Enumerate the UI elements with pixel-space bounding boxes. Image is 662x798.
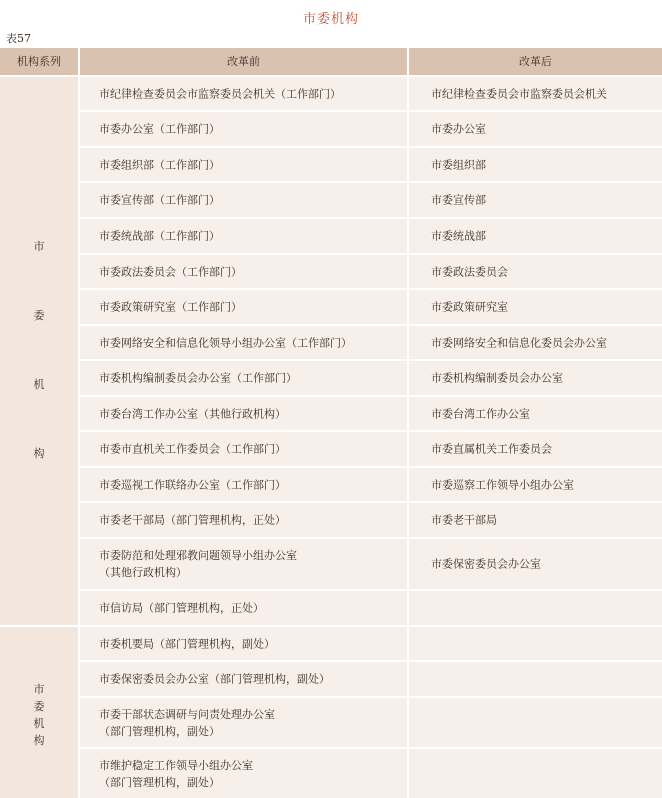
system-label-2-char-2: 委 <box>33 700 45 713</box>
row-6-before: 市委政法委员会（工作部门） <box>80 255 407 288</box>
row-2-after: 市委办公室 <box>409 112 662 146</box>
row-15-after <box>409 591 662 625</box>
row-6-after: 市委政法委员会 <box>409 255 662 288</box>
row-11-after: 市委直属机关工作委员会 <box>409 432 662 466</box>
row-2-before: 市委办公室（工作部门） <box>80 112 407 146</box>
row-4-before: 市委宣传部（工作部门） <box>80 183 407 217</box>
row-17-after <box>409 662 662 696</box>
row-1-before: 市纪律检查委员会市监察委员会机关（工作部门） <box>80 77 407 110</box>
row-14-before-line-2: （其他行政机构） <box>99 566 187 579</box>
row-5-after: 市委统战部 <box>409 219 662 253</box>
row-18-before-line-2: （部门管理机构，副处） <box>99 724 220 738</box>
system-label-2-char-1: 市 <box>33 683 45 696</box>
row-7-before: 市委政策研究室（工作部门） <box>80 290 407 324</box>
row-8-after: 市委网络安全和信息化委员会办公室 <box>409 326 662 359</box>
row-19-after <box>409 749 662 798</box>
row-15-before: 市信访局（部门管理机构，正处） <box>80 591 407 625</box>
row-10-before: 市委台湾工作办公室（其他行政机构） <box>80 397 407 430</box>
row-13-before: 市委老干部局（部门管理机构，正处） <box>80 503 407 537</box>
row-16-before: 市委机要局（部门管理机构，副处） <box>80 627 407 660</box>
row-8-before: 市委网络安全和信息化领导小组办公室（工作部门） <box>80 326 407 359</box>
row-18-after <box>409 698 662 747</box>
row-5-before: 市委统战部（工作部门） <box>80 219 407 253</box>
row-4-after: 市委宣传部 <box>409 183 662 217</box>
system-label-1-char-3: 机 <box>33 378 45 391</box>
header-before: 改革前 <box>80 48 407 75</box>
row-19-before-line-1: 市维护稳定工作领导小组办公室 <box>99 758 253 772</box>
row-10-after: 市委台湾工作办公室 <box>409 397 662 430</box>
row-13-after: 市委老干部局 <box>409 503 662 537</box>
row-19-before-line-2: （部门管理机构，副处） <box>99 775 220 789</box>
row-14-before-line-1: 市委防范和处理邪教问题领导小组办公室 <box>99 549 297 562</box>
row-1-after: 市纪律检查委员会市监察委员会机关 <box>409 77 662 110</box>
system-label-1-char-1: 市 <box>33 240 45 253</box>
row-18-before-line-1: 市委干部状态调研与问责处理办公室 <box>99 707 275 721</box>
system-label-1-char-4: 构 <box>33 447 45 460</box>
system-label-1-char-2: 委 <box>33 309 45 322</box>
row-12-before: 市委巡视工作联络办公室（工作部门） <box>80 468 407 501</box>
header-after: 改革后 <box>409 48 662 75</box>
row-14-after: 市委保密委员会办公室 <box>409 539 662 589</box>
header-system: 机构系列 <box>0 48 78 75</box>
row-18-before <box>80 698 407 747</box>
system-label-2-char-4: 构 <box>33 734 45 747</box>
row-9-after: 市委机构编制委员会办公室 <box>409 361 662 395</box>
row-16-after <box>409 627 662 660</box>
system-group-1 <box>0 77 78 625</box>
row-11-before: 市委市直机关工作委员会（工作部门） <box>80 432 407 466</box>
row-7-after: 市委政策研究室 <box>409 290 662 324</box>
system-label-2-char-3: 机 <box>33 717 45 730</box>
row-14-before <box>80 539 407 589</box>
row-19-before <box>80 749 407 798</box>
row-9-before: 市委机构编制委员会办公室（工作部门） <box>80 361 407 395</box>
row-3-after: 市委组织部 <box>409 148 662 181</box>
page-title: 市委机构 <box>302 12 359 27</box>
row-17-before: 市委保密委员会办公室（部门管理机构，副处） <box>80 662 407 696</box>
table-number: 表57 <box>6 32 31 45</box>
row-12-after: 市委巡察工作领导小组办公室 <box>409 468 662 501</box>
row-3-before: 市委组织部（工作部门） <box>80 148 407 181</box>
